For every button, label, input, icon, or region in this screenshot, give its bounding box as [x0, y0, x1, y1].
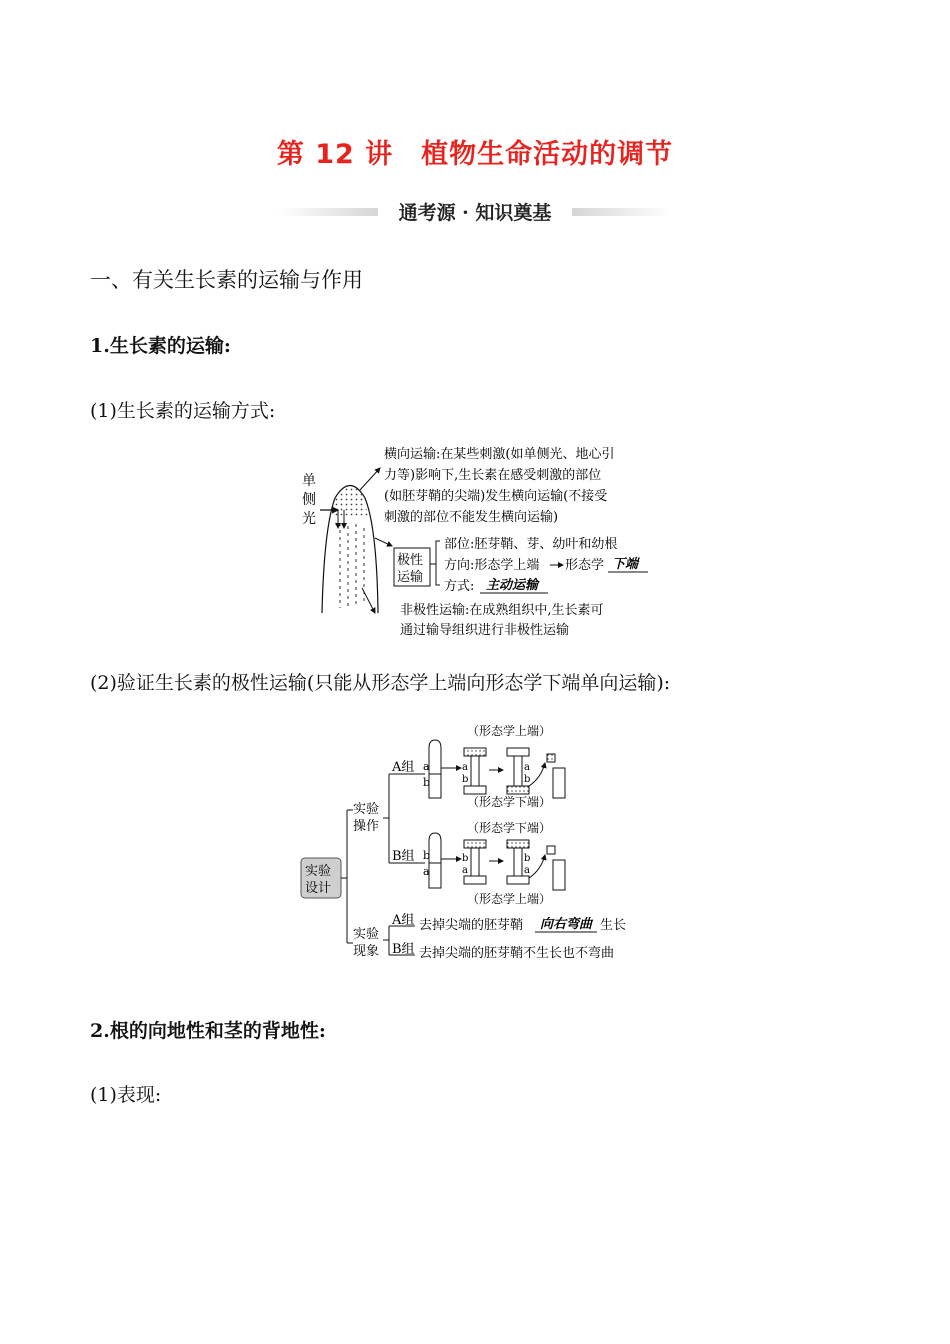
operation-line-2: 操作 — [353, 819, 380, 834]
design-line-2: 设计 — [305, 881, 332, 896]
b-mark: b — [524, 774, 531, 785]
lateral-line-4: 刺激的部位不能发生横向运输) — [384, 510, 559, 525]
polar-direction: 方向:形态学上端 — [444, 558, 540, 573]
a-mark: a — [524, 865, 530, 876]
light-char-2: 侧 — [302, 492, 316, 508]
page-title: 第 12 讲 植物生命活动的调节 — [276, 139, 674, 170]
nonpolar-line-2: 通过输导组织进行非极性运输 — [400, 623, 570, 638]
agar-donor-a — [464, 748, 486, 756]
subheading-transport: 1.生长素的运输: — [90, 335, 231, 357]
b-mark: b — [462, 774, 469, 785]
coleoptile-b — [429, 833, 441, 888]
item-manifestation: (1)表现: — [90, 1084, 162, 1106]
lateral-line-1: 横向运输:在某些刺激(如单侧光、地心引 — [384, 447, 615, 462]
coleoptile-drawing — [320, 486, 378, 614]
agar-receiver-a — [464, 786, 486, 794]
polar-site: 部位:胚芽鞘、芽、幼叶和幼根 — [444, 537, 618, 552]
result-b-text: 去掉尖端的胚芽鞘不生长也不弯曲 — [419, 946, 615, 961]
design-line-1: 实验 — [305, 864, 332, 879]
group-a-label: A组 — [392, 760, 415, 775]
polar-mode-answer: 主动运输 — [486, 578, 539, 593]
a-mark: a — [462, 865, 468, 876]
polar-transport-experiment-diagram — [295, 718, 645, 966]
agar-receiver-b — [464, 876, 486, 884]
result-a-answer: 向右弯曲 — [540, 917, 593, 932]
banner-text: 通考源 · 知识奠基 — [398, 202, 552, 224]
b-mark: b — [462, 853, 469, 864]
group-a-top-label: （形态学上端） — [467, 724, 552, 738]
result-group-b-label: B组 — [392, 942, 415, 957]
polar-box-line-2: 运输 — [397, 570, 424, 585]
b-mark: b — [423, 776, 431, 789]
lateral-line-3: (如胚芽鞘的尖端)发生横向运输(不接受 — [384, 489, 608, 504]
polar-mode: 方式: — [444, 579, 475, 594]
section-banner — [278, 198, 672, 224]
auxin-transport-diagram — [280, 438, 670, 643]
a-mark: a — [423, 760, 430, 773]
segment-a — [471, 756, 479, 786]
nonpolar-line-1: 非极性运输:在成熟组织中,生长素可 — [400, 603, 604, 618]
polar-box-line-1: 极性 — [397, 553, 424, 568]
lateral-line-2: 力等)影响下,生长素在感受刺激的部位 — [384, 468, 602, 483]
item-polar-verify: (2)验证生长素的极性运输(只能从形态学上端向形态学下端单向运输): — [90, 672, 671, 694]
light-char-3: 光 — [302, 511, 316, 527]
segment-b — [471, 848, 479, 876]
group-b-label: B组 — [392, 849, 415, 864]
group-b-top-label: （形态学下端） — [467, 821, 552, 835]
coleoptile-a — [429, 740, 441, 798]
polar-direction-mid: 形态学 — [565, 558, 605, 573]
section-heading: 一、有关生长素的运输与作用 — [90, 268, 363, 292]
b-mark: b — [524, 853, 531, 864]
operation-line-1: 实验 — [353, 802, 380, 817]
item-transport-mode: (1)生长素的运输方式: — [90, 400, 276, 422]
b-mark: b — [423, 849, 431, 862]
light-char-1: 单 — [302, 473, 316, 489]
phenomenon-line-1: 实验 — [353, 927, 380, 942]
result-group-a-label: A组 — [392, 913, 415, 928]
decapitated-coleoptile-a — [553, 768, 565, 798]
group-a-bottom-label: （形态学下端） — [467, 795, 552, 809]
agar-donor-b — [464, 840, 486, 848]
result-a-text: 去掉尖端的胚芽鞘 — [419, 918, 524, 933]
polar-direction-answer: 下端 — [612, 557, 639, 572]
a-mark: a — [524, 762, 530, 773]
result-a-suffix: 生长 — [600, 918, 627, 933]
a-mark: a — [423, 865, 430, 878]
group-b-bottom-label: （形态学上端） — [467, 892, 552, 906]
phenomenon-line-2: 现象 — [353, 944, 380, 959]
decapitated-coleoptile-b — [553, 860, 565, 890]
a-mark: a — [462, 762, 468, 773]
subheading-gravitropism: 2.根的向地性和茎的背地性: — [90, 1020, 326, 1042]
